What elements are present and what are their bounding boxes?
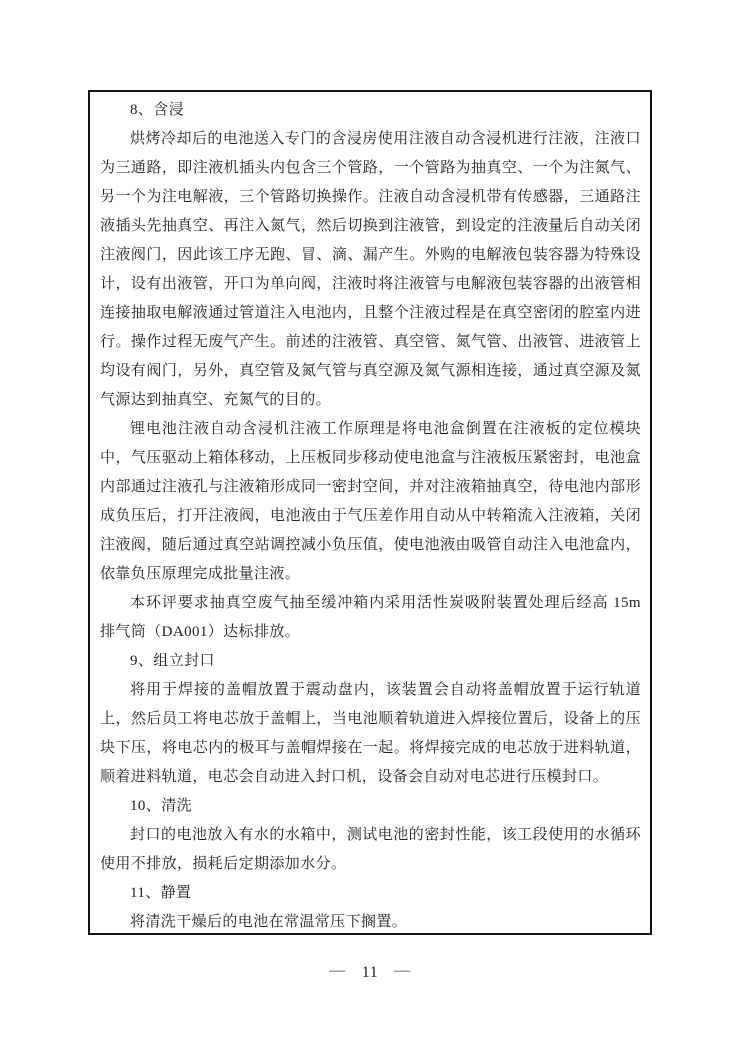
section-11-paragraph-1: 将清洗干燥后的电池在常温常压下搁置。 <box>130 914 408 930</box>
footer-dash-left: — <box>329 962 346 979</box>
section-9-paragraph-1: 将用于焊接的盖帽放置于震动盘内，该装置会自动将盖帽放置于运行轨道上，然后员工将电芯放于盖帽上，当电池顺着轨道进入焊接位置后，设备上的压块下压，将电芯内的极耳与盖帽焊接在一起。将焊接完成的电芯放于进料轨道，顺着进料轨道，电芯会自动进入封口机，设备会自动对电芯进行压模封口。 <box>100 682 641 785</box>
section-heading-10-qingxi: 10、清洗 <box>130 798 193 814</box>
footer-page-number: 11 <box>361 964 379 981</box>
section-heading-11-jingzhi: 11、静置 <box>130 885 192 901</box>
section-8-paragraph-1: 烘烤冷却后的电池送入专门的含浸房使用注液自动含浸机进行注液，注液口为三通路，即注液机插头内包含三个管路，一个管路为抽真空、一个为注氮气、另一个为注电解液，三个管路切换操作。注液自动含浸机带有传感器，三通路注液插头先抽真空、再注入氮气，然后切换到注液管，到设定的注液量后自动关闭注液阀门，因此该工序无跑、冒、滴、漏产生。外购的电解液包装容器为特殊设计，设有出液管，开口为单向阀，注液时将注液管与电解液包装容器的出液管相连接抽取电解液通过管道注入电池内，且整个注液过程是在真空密闭的腔室内进行。操作过程无废气产生。前述的注液管、真空管、氮气管、出液管、进液管上均设有阀门，另外，真空管及氮气管与真空源及氮气源相连接，通过真空源及氮气源达到抽真空、充氮气的目的。 <box>100 131 641 408</box>
section-heading-8-hanjin: 8、含浸 <box>130 102 185 118</box>
document-content-frame <box>88 90 652 935</box>
footer-dash-right: — <box>394 962 411 979</box>
page-footer <box>0 964 740 982</box>
section-8-paragraph-2: 锂电池注液自动含浸机注液工作原理是将电池盒倒置在注液板的定位模块中，气压驱动上箱体移动，上压板同步移动使电池盒与注液板压紧密封，电池盒内部通过注液孔与注液箱形成同一密封空间，并对注液箱抽真空，待电池内部形成负压后，打开注液阀，电池液由于气压差作用自动从中转箱流入注液箱，关闭注液阀，随后通过真空站调控减小负压值，使电池液由吸管自动注入电池盒内，依靠负压原理完成批量注液。 <box>100 421 641 582</box>
section-heading-9-zuli-fengkou: 9、组立封口 <box>130 653 215 669</box>
section-10-paragraph-1: 封口的电池放入有水的水箱中，测试电池的密封性能，该工段使用的水循环使用不排放，损耗后定期添加水分。 <box>100 827 641 872</box>
section-8-paragraph-3: 本环评要求抽真空废气抽至缓冲箱内采用活性炭吸附装置处理后经高 15m 排气筒（DA001）达标排放。 <box>100 595 641 640</box>
